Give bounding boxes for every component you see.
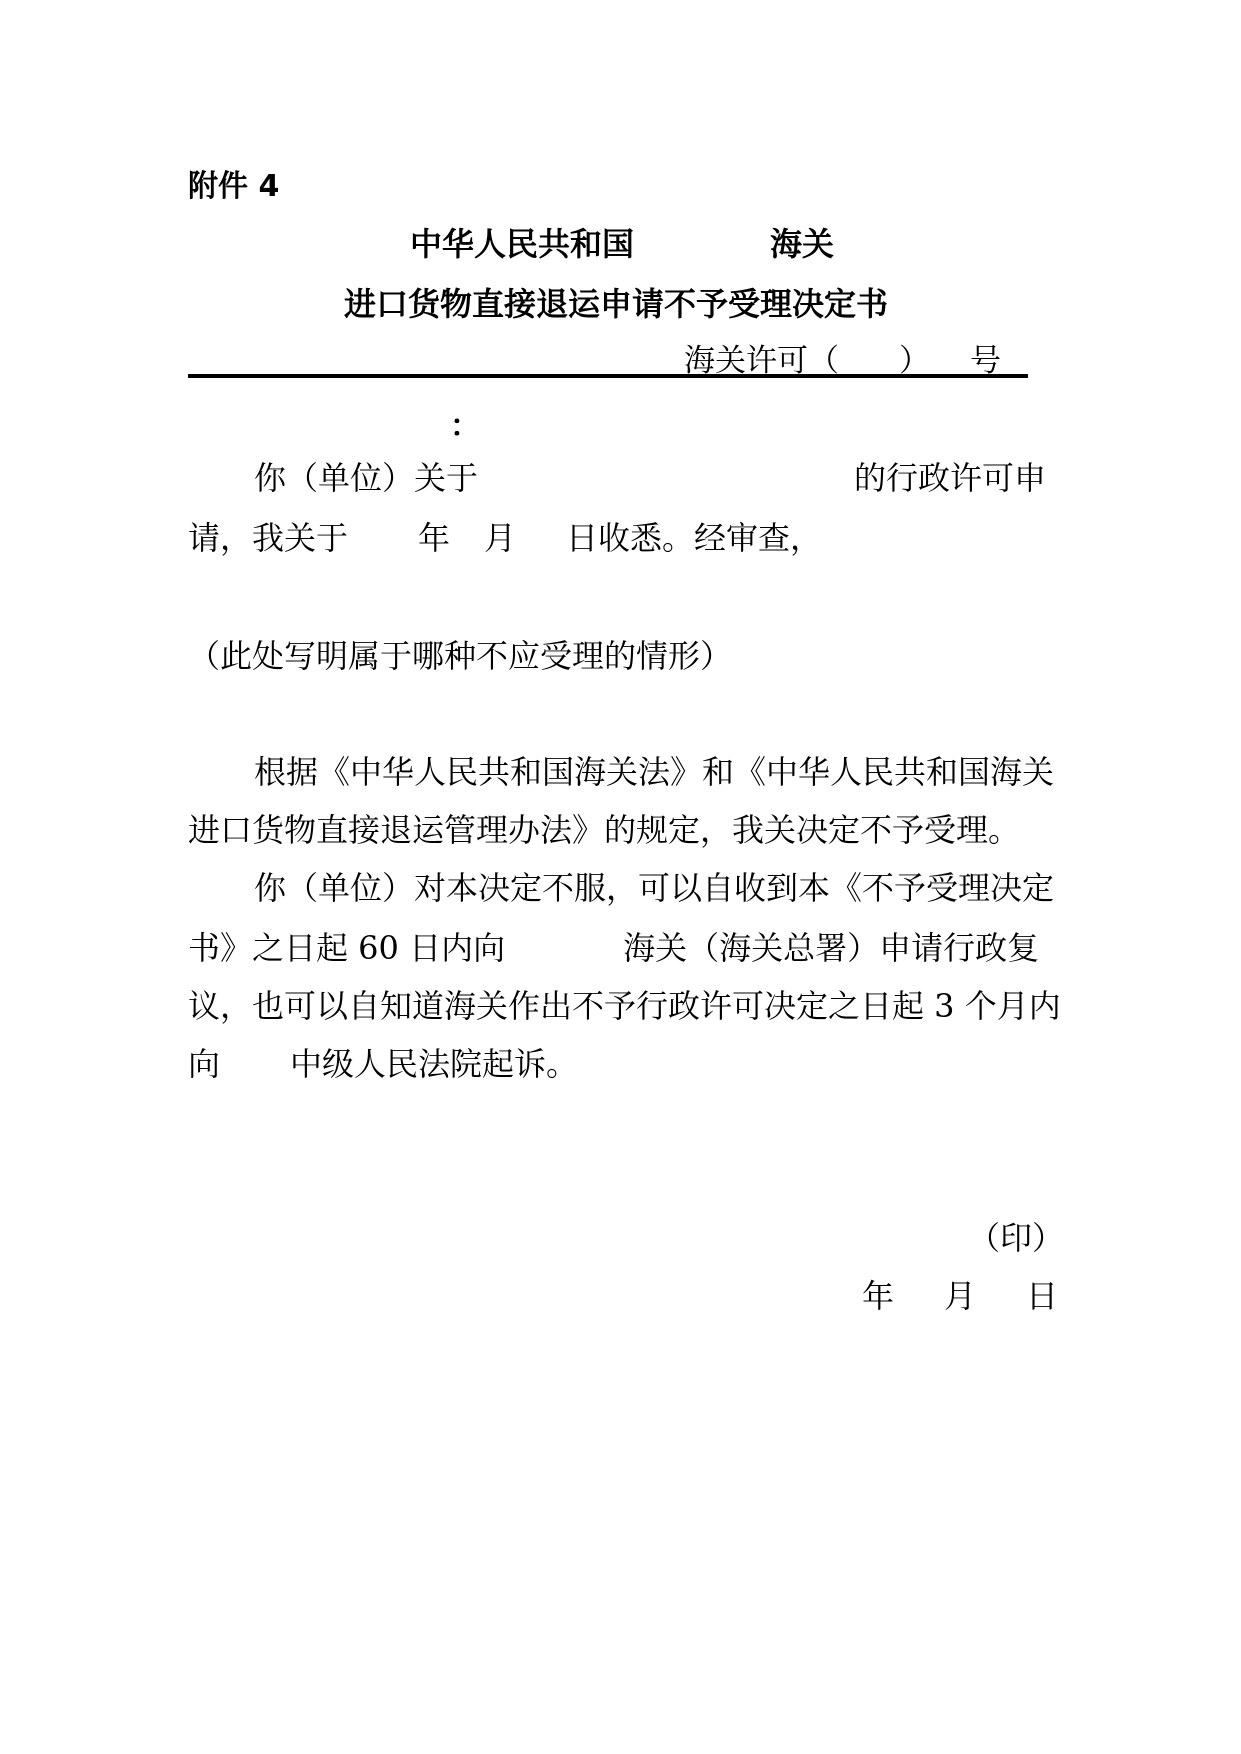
title-line1-country: 中华人民共和国 — [410, 225, 635, 263]
paragraph3-line3: 议，也可以自知道海关作出不予行政许可决定之日起 3 个月内 — [188, 987, 1061, 1025]
paragraph1-year: 年 — [418, 519, 451, 557]
paragraph3-line1: 你（单位）对本决定不服，可以自收到本《不予受理决定 — [254, 869, 1055, 907]
document-number-suffix: 号 — [970, 343, 1001, 379]
paragraph1-line1-start: 你（单位）关于 — [254, 459, 479, 497]
placeholder-note: （此处写明属于哪种不应受理的情形） — [188, 637, 733, 675]
document-number — [684, 343, 1001, 379]
paragraph3-line2-end: 海关（海关总署）申请行政复 — [623, 929, 1040, 967]
paragraph3-line4-start: 向 — [188, 1045, 221, 1083]
date-month: 月 — [944, 1277, 977, 1315]
document-number-prefix: 海关许可（ — [684, 343, 839, 379]
title-line1-customs: 海关 — [770, 225, 835, 263]
paragraph3-line2-start: 书》之日起 60 日内向 — [188, 929, 506, 967]
paragraph1-day: 日收悉。经审查， — [566, 519, 823, 557]
paragraph3-line4 — [188, 1045, 579, 1083]
date-day: 日 — [1026, 1277, 1059, 1315]
paragraph3-line4-end: 中级人民法院起诉。 — [290, 1045, 579, 1083]
attachment-label: 附件 4 — [188, 169, 280, 204]
title-line2: 进口货物直接退运申请不予受理决定书 — [344, 285, 889, 323]
date-year: 年 — [862, 1277, 895, 1315]
paragraph1-month: 月 — [484, 519, 517, 557]
addressee-colon: ： — [450, 409, 480, 444]
seal-label: （印） — [968, 1219, 1065, 1257]
paragraph2-line1: 根据《中华人民共和国海关法》和《中华人民共和国海关 — [254, 753, 1055, 791]
paragraph1-line2-start: 请，我关于 — [188, 519, 349, 557]
signature-date — [862, 1277, 1059, 1315]
header-rule — [188, 374, 1028, 378]
paragraph2-line2: 进口货物直接退运管理办法》的规定，我关决定不予受理。 — [188, 811, 1021, 849]
paragraph3-line2 — [188, 929, 1040, 967]
paragraph1-line2 — [188, 519, 823, 557]
paragraph1-line1-end: 的行政许可申 — [854, 459, 1047, 497]
document-number-middle: ） — [899, 343, 930, 379]
